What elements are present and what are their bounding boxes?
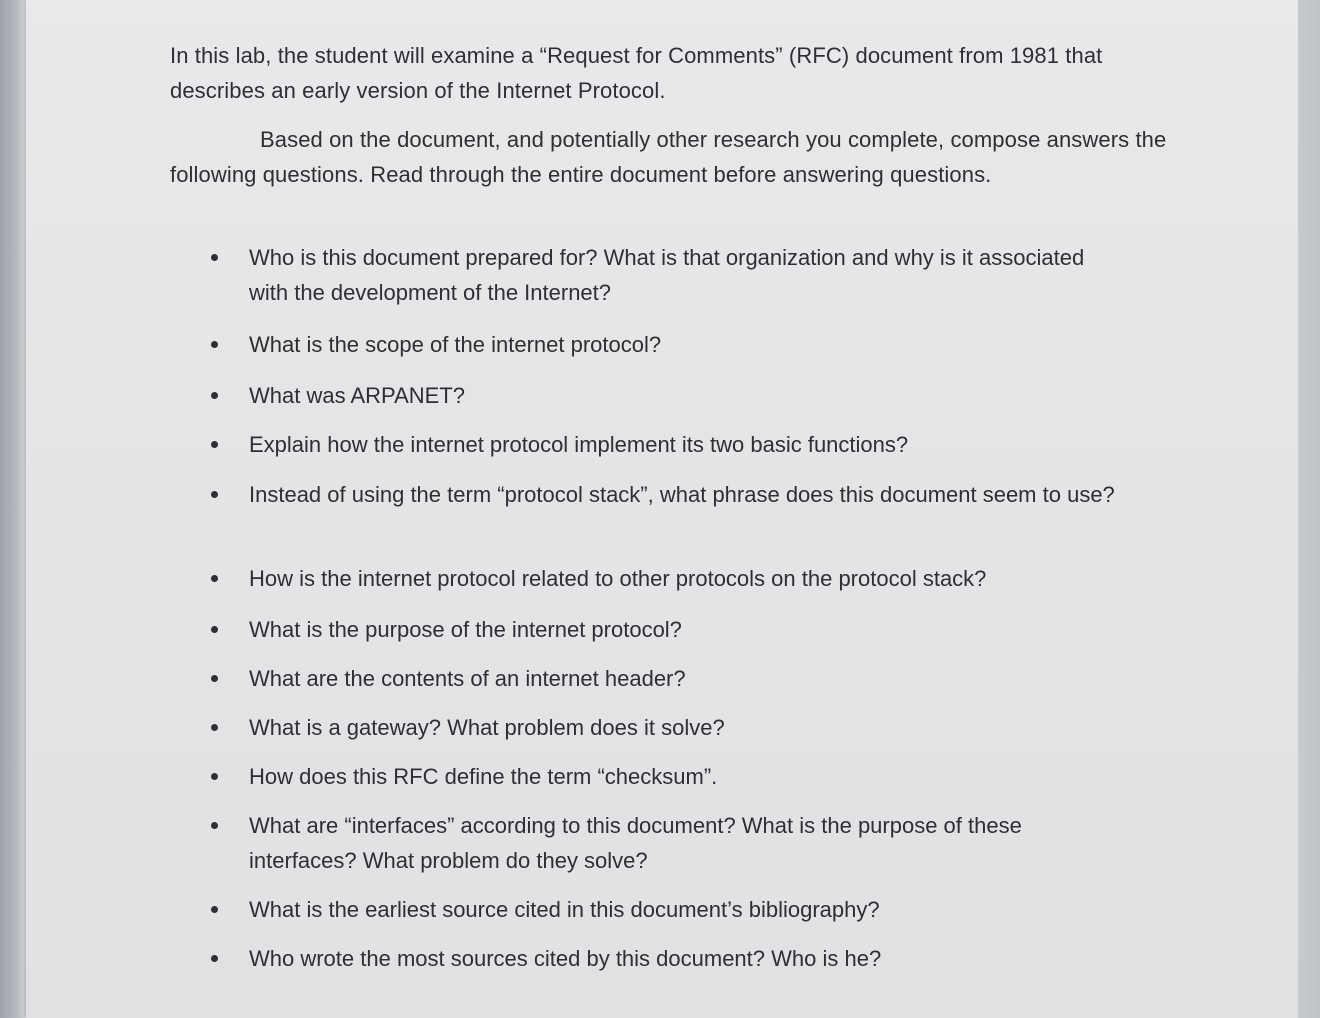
question-text: What are the contents of an internet header? [249,666,686,691]
bullet-icon [211,341,218,348]
bullet-icon [211,491,218,498]
question-text: What is the purpose of the internet protocol? [249,617,682,642]
question-list [211,0,1211,1018]
bullet-icon [211,626,218,633]
question-text: Explain how the internet protocol implement its two basic functions? [249,432,909,457]
question-text: What is a gateway? What problem does it solve? [249,715,725,740]
bullet-icon [211,906,218,913]
intro-paragraph-2-text: Based on the document, and potentially other research you complete, compose answers the following questions. Read through the entire document before answering questions. [170,127,1167,187]
question-text: What are “interfaces” according to this document? What is the purpose of these interfaces? What problem do they solve? [249,813,1022,873]
question-text: How is the internet protocol related to other protocols on the protocol stack? [249,566,987,591]
bullet-icon [211,575,218,582]
bullet-icon [211,955,218,962]
question-text: What is the scope of the internet protocol? [249,332,662,357]
bullet-icon [211,392,218,399]
question-text: Who is this document prepared for? What is that organization and why is it associated with the development of the Internet? [249,245,1085,305]
document-page [26,0,1298,1018]
bullet-icon [211,773,218,780]
bullet-icon [211,254,218,261]
question-text: How does this RFC define the term “checksum”. [249,764,718,789]
question-text: What is the earliest source cited in this document’s bibliography? [249,897,880,922]
intro-paragraph-1: In this lab, the student will examine a “Request for Comments” (RFC) document from 1981 that describes an early version of the Internet Protocol. [170,43,1103,103]
bullet-icon [211,822,218,829]
question-text: Who wrote the most sources cited by this document? Who is he? [249,946,882,971]
screen-edge [1298,0,1320,1018]
question-text: Instead of using the term “protocol stack”, what phrase does this document seem to use? [249,482,1115,507]
bullet-icon [211,441,218,448]
bullet-icon [211,724,218,731]
question-text: What was ARPANET? [249,383,465,408]
bullet-icon [211,675,218,682]
